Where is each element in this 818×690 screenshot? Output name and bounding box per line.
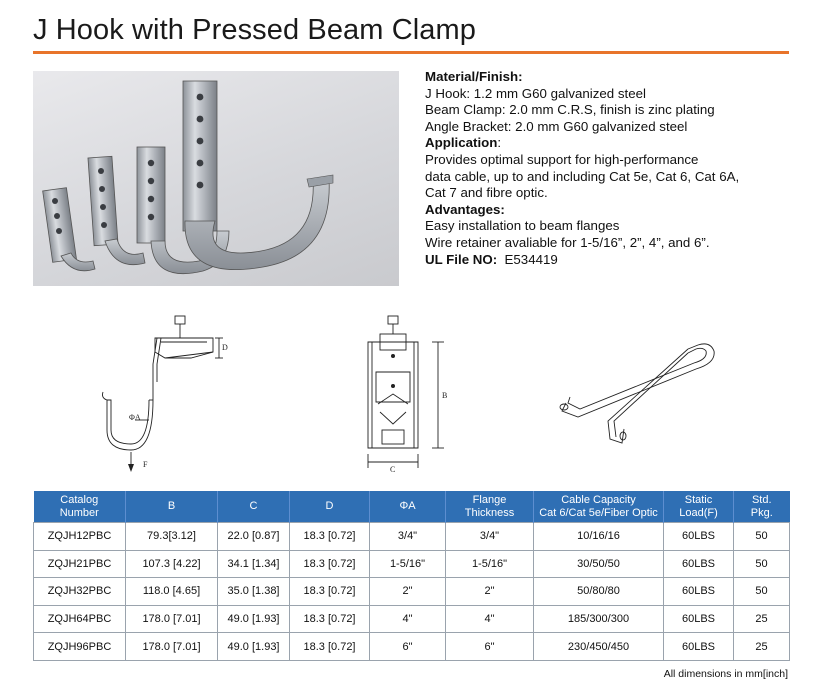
table-cell: ZQJH64PBC: [34, 605, 126, 633]
spec-table: [33, 491, 790, 661]
ul-heading: UL File NO:: [425, 251, 498, 267]
table-cell: 107.3 [4.22]: [126, 550, 218, 578]
column-header: ΦA: [370, 491, 446, 523]
application-colon: :: [497, 135, 502, 151]
title-underline: [33, 51, 789, 54]
table-cell: 6": [446, 633, 534, 661]
product-photo-j-hooks-icon: [33, 71, 399, 286]
table-cell: 10/16/16: [534, 523, 664, 551]
table-cell: ZQJH96PBC: [34, 633, 126, 661]
column-header: C: [218, 491, 290, 523]
label-b: B: [442, 391, 448, 400]
application-line: Cat 7 and fibre optic.: [425, 185, 548, 201]
label-c: C: [390, 465, 396, 474]
label-f: F: [143, 460, 148, 469]
table-cell: 25: [734, 605, 790, 633]
table-row: [34, 550, 790, 578]
application-line: data cable, up to and including Cat 5e, Cat 6, Cat 6A,: [425, 168, 740, 184]
table-cell: 34.1 [1.34]: [218, 550, 290, 578]
table-row: [34, 578, 790, 606]
column-header: B: [126, 491, 218, 523]
table-cell: 1-5/16": [446, 550, 534, 578]
page-title: J Hook with Pressed Beam Clamp: [33, 14, 476, 46]
column-header: Static Load(F): [664, 491, 734, 523]
table-cell: 1-5/16": [370, 550, 446, 578]
table-cell: 18.3 [0.72]: [290, 523, 370, 551]
table-cell: 60LBS: [664, 523, 734, 551]
table-cell: ZQJH12PBC: [34, 523, 126, 551]
table-cell: 22.0 [0.87]: [218, 523, 290, 551]
table-cell: 49.0 [1.93]: [218, 605, 290, 633]
table-cell: 60LBS: [664, 605, 734, 633]
side-view-drawing: [95, 312, 245, 477]
front-view-drawing: [352, 312, 462, 477]
table-cell: 18.3 [0.72]: [290, 605, 370, 633]
table-cell: ZQJH32PBC: [34, 578, 126, 606]
dimensions-footnote: All dimensions in mm[inch]: [663, 668, 788, 680]
table-row: [34, 605, 790, 633]
hook-small-2: [88, 156, 145, 264]
advantages-heading: Advantages:: [425, 201, 505, 217]
column-header: Cable Capacity Cat 6/Cat 5e/Fiber Optic: [534, 491, 664, 523]
table-header-row: [34, 491, 790, 523]
column-header: Catalog Number: [34, 491, 126, 523]
specifications-block: [425, 69, 795, 268]
material-line: Angle Bracket: 2.0 mm G60 galvanized steel: [425, 118, 688, 134]
advantages-line: Wire retainer avaliable for 1-5/16”, 2”, 4”, and 6”.: [425, 234, 710, 250]
table-cell: 60LBS: [664, 633, 734, 661]
table-cell: 79.3[3.12]: [126, 523, 218, 551]
table-cell: 230/450/450: [534, 633, 664, 661]
table-cell: 6": [370, 633, 446, 661]
table-cell: 25: [734, 633, 790, 661]
label-phi-a: ΦA: [129, 413, 141, 422]
table-cell: 3/4": [446, 523, 534, 551]
table-row: [34, 633, 790, 661]
hook-large: [183, 81, 333, 270]
table-cell: 118.0 [4.65]: [126, 578, 218, 606]
application-heading: Application: [425, 135, 498, 151]
hook-small-1: [43, 188, 95, 271]
table-cell: 3/4": [370, 523, 446, 551]
table-cell: 60LBS: [664, 578, 734, 606]
table-cell: 35.0 [1.38]: [218, 578, 290, 606]
table-cell: 4": [446, 605, 534, 633]
material-line: J Hook: 1.2 mm G60 galvanized steel: [425, 85, 646, 101]
material-heading: Material/Finish:: [425, 69, 523, 84]
table-cell: 50/80/80: [534, 578, 664, 606]
material-line: Beam Clamp: 2.0 mm C.R.S, finish is zinc plating: [425, 102, 715, 118]
table-cell: 60LBS: [664, 550, 734, 578]
column-header: D: [290, 491, 370, 523]
table-cell: 50: [734, 523, 790, 551]
table-cell: 18.3 [0.72]: [290, 550, 370, 578]
table-cell: 18.3 [0.72]: [290, 633, 370, 661]
application-line: Provides optimal support for high-performance: [425, 151, 699, 167]
table-row: [34, 523, 790, 551]
table-cell: 4": [370, 605, 446, 633]
wire-retainer-drawing: [548, 325, 738, 455]
table-cell: 49.0 [1.93]: [218, 633, 290, 661]
table-cell: 50: [734, 550, 790, 578]
table-cell: 2": [370, 578, 446, 606]
column-header: Std. Pkg.: [734, 491, 790, 523]
table-cell: 50: [734, 578, 790, 606]
table-cell: 18.3 [0.72]: [290, 578, 370, 606]
product-photo: [33, 71, 399, 286]
ul-value: E534419: [504, 251, 558, 267]
column-header: Flange Thickness: [446, 491, 534, 523]
table-cell: ZQJH21PBC: [34, 550, 126, 578]
table-cell: 178.0 [7.01]: [126, 633, 218, 661]
table-cell: 2": [446, 578, 534, 606]
table-cell: 178.0 [7.01]: [126, 605, 218, 633]
table-cell: 185/300/300: [534, 605, 664, 633]
label-d: D: [222, 343, 228, 352]
table-cell: 30/50/50: [534, 550, 664, 578]
advantages-line: Easy installation to beam flanges: [425, 218, 620, 234]
